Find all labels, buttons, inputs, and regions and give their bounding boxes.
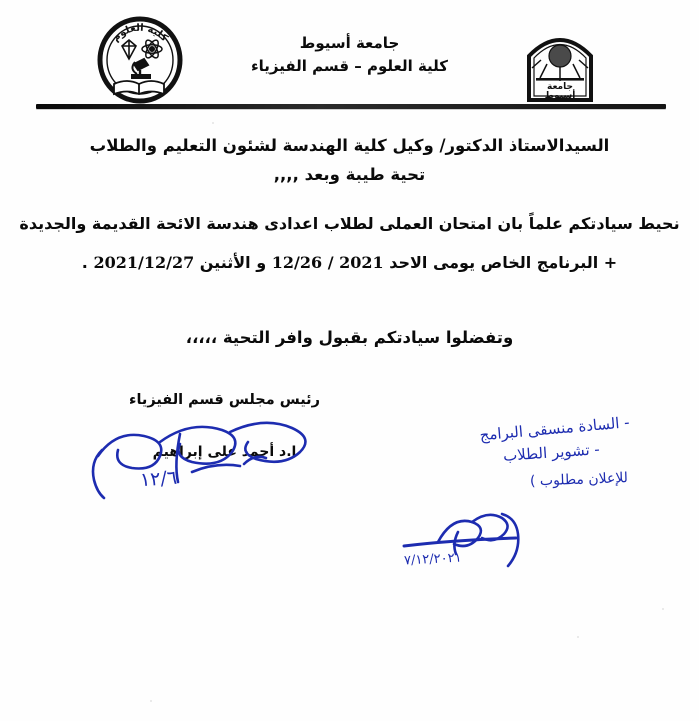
greeting-line: تحية طيبة وبعد ,,,, xyxy=(273,165,426,184)
department-head-signature-block xyxy=(92,392,357,460)
body-paragraph: نحيط سيادتكم علماً بان امتحان العملى لطلاب اعدادى هندسة الائحة القديمة والجديدة xyxy=(19,214,680,233)
annotation-notify-students: - تشوير الطلاب xyxy=(502,440,601,466)
salutation-line: السيدالاستاذ الدكتور/ وكيل كلية الهندسة لشئون التعليم والطلاب xyxy=(89,136,610,155)
letter-body xyxy=(0,136,699,347)
scan-speck xyxy=(150,700,152,702)
dates-suffix: . xyxy=(81,253,88,272)
signature-date-left: ١٢/٦ xyxy=(139,466,178,492)
signatory-title: رئيس مجلس قسم الفيزياء xyxy=(129,392,320,408)
closing-line: وتفضلوا سيادتكم بقبول وافر التحية ،،،،، xyxy=(185,328,514,347)
scan-speck xyxy=(212,122,214,124)
date-one: 12/26 / 2021 xyxy=(271,253,384,272)
scan-speck xyxy=(577,636,579,638)
signature-date-right: ٧/١٢/٢٠٢١ xyxy=(403,550,462,569)
annotation-program-coordinators: - السادة منسقى البرامج xyxy=(478,413,631,445)
exam-dates-line xyxy=(0,253,699,272)
svg-text:أسيوط: أسيوط xyxy=(544,91,576,101)
dates-middle: و الأثنين xyxy=(199,253,267,272)
date-two: 2021/12/27 xyxy=(93,253,195,272)
header-title-block xyxy=(0,32,699,79)
header-divider xyxy=(36,104,666,109)
svg-text:جامعة: جامعة xyxy=(547,82,573,92)
dates-prefix: + البرنامج الخاص يومى الاحد xyxy=(389,253,618,272)
faculty-department-name: كلية العلوم – قسم الفيزياء xyxy=(250,57,449,76)
signatory-name: ا.د أحمد على إبراهيم xyxy=(152,444,297,460)
svg-text:كلية العلوم: كلية العلوم xyxy=(110,22,170,45)
annotation-announcement-required: للإعلان مطلوب ) xyxy=(529,469,629,490)
university-name: جامعة أسيوط xyxy=(299,34,400,52)
handwritten-annotations xyxy=(404,413,634,490)
scan-speck xyxy=(662,608,664,610)
